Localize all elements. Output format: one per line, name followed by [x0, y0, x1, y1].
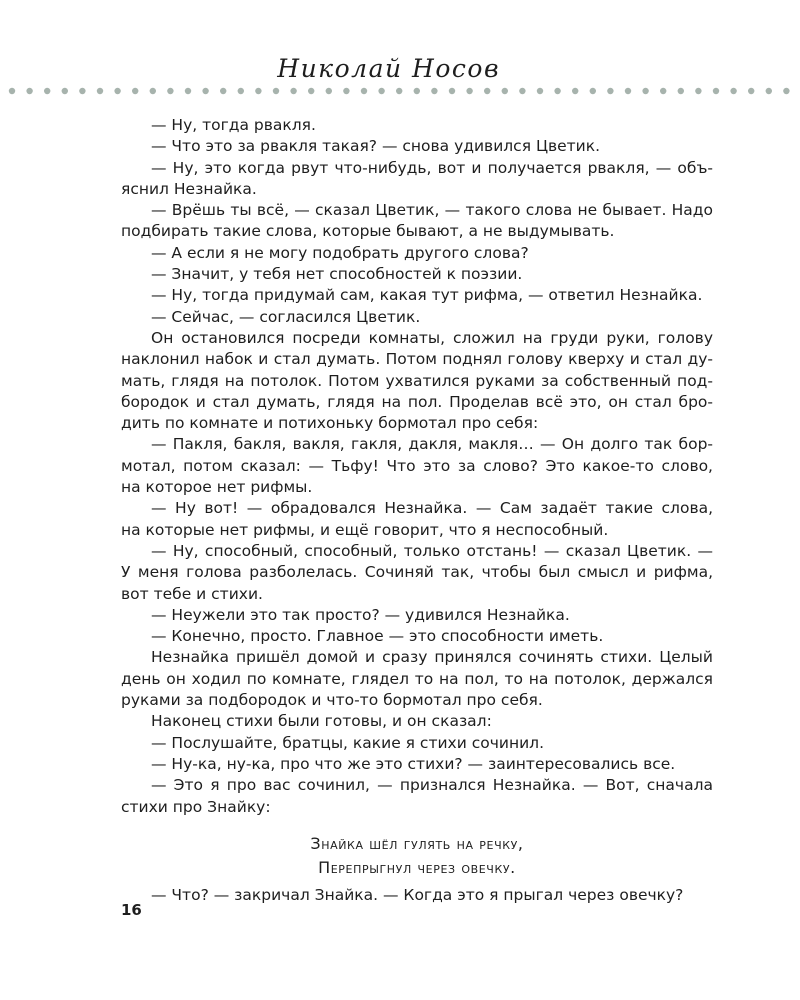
- divider-dot: [97, 88, 103, 94]
- text-line: бородок и стал думать, глядя на пол. Проделав всё это, он стал бро-: [121, 392, 713, 411]
- divider-dot: [572, 88, 578, 94]
- divider-dot: [114, 88, 120, 94]
- text-line: — Ну, это когда рвут что-нибудь, вот и получается рвакля, — объ-: [151, 158, 713, 177]
- text-line: — Ну, способный, способный, только отстань! — сказал Цветик. —: [151, 541, 713, 560]
- text-line: дить по комнате и потихоньку бормотал про себя:: [121, 414, 539, 433]
- divider-dot: [678, 88, 684, 94]
- divider-dot: [730, 88, 736, 94]
- text-line: мотал, потом сказал: — Тьфу! Что это за слово? Это какое-то слово,: [121, 456, 713, 475]
- divider-dot: [132, 88, 138, 94]
- divider-dot: [326, 88, 332, 94]
- text-line: Незнайка пришёл домой и сразу принялся сочинять стихи. Целый: [151, 648, 713, 667]
- divider-dot: [554, 88, 560, 94]
- divider-dot: [519, 88, 525, 94]
- text-line: яснил Незнайка.: [121, 179, 257, 198]
- divider-dot: [273, 88, 279, 94]
- divider-dot: [167, 88, 173, 94]
- divider-dot: [202, 88, 208, 94]
- divider-dot: [150, 88, 156, 94]
- text-line: — Что это за рвакля такая? — снова удивился Цветик.: [151, 137, 601, 156]
- text-line: — А если я не могу подобрать другого слова?: [151, 243, 529, 262]
- text-line: день он ходил по комнате, глядел то на пол, то на потолок, держался: [121, 669, 713, 688]
- text-line: У меня голова разболелась. Сочиняй так, чтобы был смысл и рифма,: [121, 563, 713, 582]
- divider-dot: [537, 88, 543, 94]
- text-line: — Врёшь ты всё, — сказал Цветик, — такого слова не бывает. Надо: [151, 201, 713, 220]
- divider-dot: [695, 88, 701, 94]
- text-line: подбирать такие слова, которые бывают, а не выдумывать.: [121, 222, 615, 241]
- text-line: — Что? — закричал Знайка. — Когда это я прыгал через овечку?: [151, 885, 684, 904]
- running-head-author: Николай Носов: [277, 54, 500, 83]
- divider-dot: [625, 88, 631, 94]
- text-line: — Сейчас, — согласился Цветик.: [151, 307, 421, 326]
- text-line: — Ну, тогда рвакля.: [151, 116, 316, 134]
- dotted-divider-graphic: [8, 87, 798, 95]
- divider-dot: [26, 88, 32, 94]
- divider-dot: [62, 88, 68, 94]
- text-line: Он остановился посреди комнаты, сложил на груди руки, голову: [151, 328, 713, 347]
- divider-dot: [308, 88, 314, 94]
- text-line: Наконец стихи были готовы, и он сказал:: [151, 712, 492, 731]
- body-text: [121, 115, 713, 906]
- text-line: стихи про Знайку:: [121, 797, 271, 816]
- divider-dot: [783, 88, 789, 94]
- divider-dot: [642, 88, 648, 94]
- text-line: — Это я про вас сочинил, — признался Незнайка. — Вот, сначала: [151, 776, 713, 795]
- text-line: — Значит, у тебя нет способностей к поэзии.: [151, 265, 523, 284]
- divider-dot: [590, 88, 596, 94]
- divider-dot: [748, 88, 754, 94]
- divider-dot: [431, 88, 437, 94]
- text-line: мать, глядя на потолок. Потом ухватился руками за собственный под-: [121, 371, 713, 390]
- poem-block: [121, 832, 713, 880]
- divider-dot: [607, 88, 613, 94]
- divider-dot: [238, 88, 244, 94]
- divider-dot: [255, 88, 261, 94]
- text-block-after-poem: [121, 885, 713, 906]
- divider-dot: [484, 88, 490, 94]
- divider-dot: [466, 88, 472, 94]
- text-line: руками за подбородок и что-то бормотал про себя.: [121, 691, 543, 710]
- divider-dot: [713, 88, 719, 94]
- text-line: — Ну, тогда придумай сам, какая тут рифма, — ответил Незнайка.: [151, 286, 703, 305]
- divider-dot: [378, 88, 384, 94]
- text-line: на которое нет рифмы.: [121, 478, 313, 497]
- divider-dot: [9, 88, 15, 94]
- poem-line: Перепрыгнул через овечку.: [318, 857, 516, 877]
- divider-dot: [343, 88, 349, 94]
- divider-dot: [660, 88, 666, 94]
- divider-dot: [44, 88, 50, 94]
- text-line: — Послушайте, братцы, какие я стихи сочинил.: [151, 733, 544, 752]
- text-line: наклонил набок и стал думать. Потом поднял голову кверху и стал ду-: [121, 350, 713, 369]
- divider-dot: [449, 88, 455, 94]
- divider-dot: [766, 88, 772, 94]
- divider-dot: [185, 88, 191, 94]
- divider-dot: [396, 88, 402, 94]
- text-line: — Ну вот! — обрадовался Незнайка. — Сам задаёт такие слова,: [151, 499, 713, 518]
- divider-dot: [290, 88, 296, 94]
- text-block-main: [121, 115, 713, 818]
- divider-dot: [502, 88, 508, 94]
- poem-line: Знайка шёл гулять на речку,: [310, 833, 524, 853]
- text-line: вот тебе и стихи.: [121, 584, 263, 603]
- divider-dot: [361, 88, 367, 94]
- divider-dot: [220, 88, 226, 94]
- dotted-divider: [8, 87, 798, 95]
- text-line: на которые нет рифмы, и ещё говорит, что я неспособный.: [121, 520, 609, 539]
- text-line: — Пакля, бакля, вакля, гакля, дакля, макля… — Он долго так бор-: [151, 435, 713, 454]
- text-line: — Неужели это так просто? — удивился Незнайка.: [151, 605, 570, 624]
- page-number: 16: [121, 901, 142, 919]
- divider-dot: [414, 88, 420, 94]
- text-line: — Конечно, просто. Главное — это способности иметь.: [151, 627, 604, 646]
- text-line: — Ну-ка, ну-ка, про что же это стихи? — заинтересовались все.: [151, 754, 676, 773]
- divider-dot: [79, 88, 85, 94]
